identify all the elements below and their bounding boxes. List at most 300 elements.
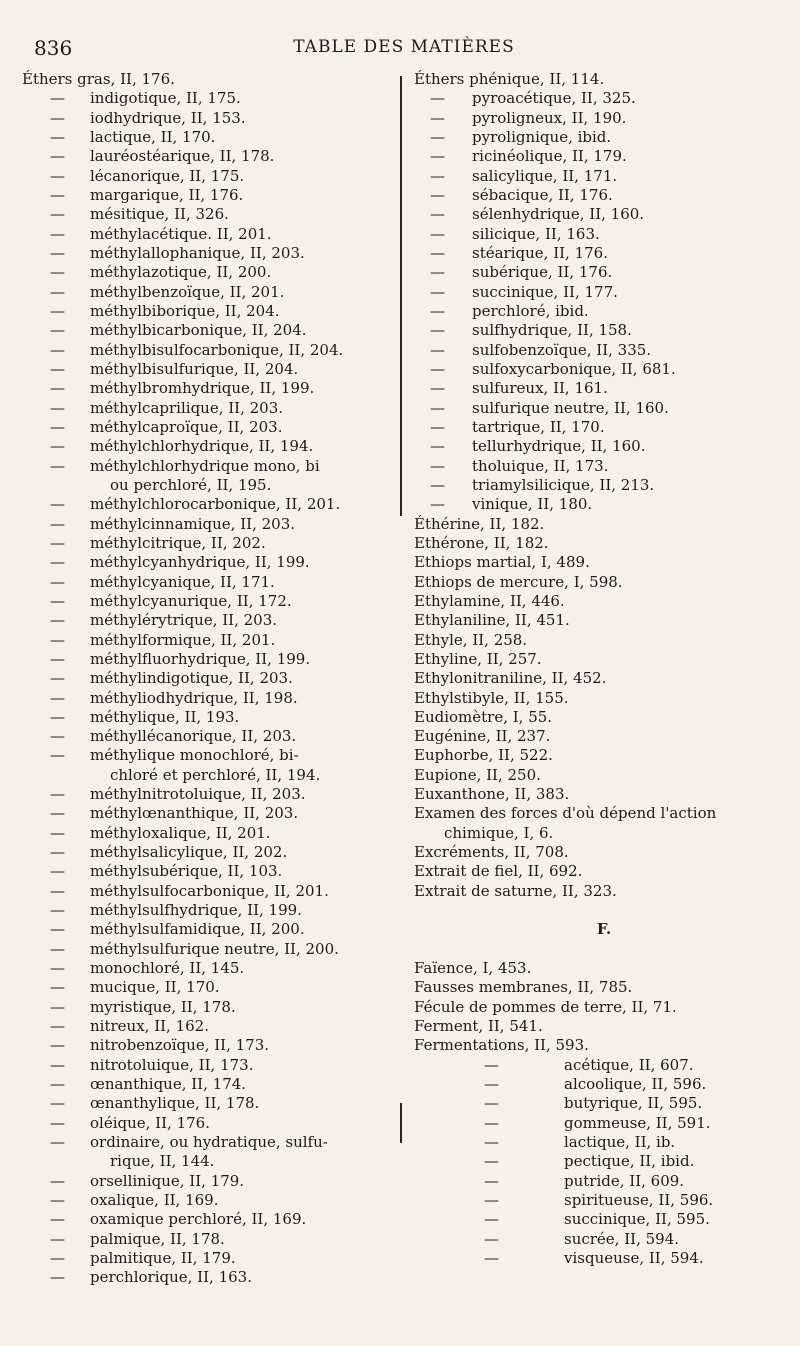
index-entry (22, 399, 392, 418)
ditto-dash: — (484, 1171, 499, 1190)
page-number: 836 (34, 36, 73, 60)
entry-text: Excréments, II, 708. (414, 843, 569, 862)
entry-text: gommeuse, II, 591. (564, 1113, 711, 1132)
entry-text: pectique, II, ibid. (564, 1152, 695, 1171)
entry-text: Euxanthone, II, 383. (414, 785, 570, 804)
index-entry (22, 418, 392, 437)
ditto-dash: — (430, 437, 445, 456)
entry-text: Ferment, II, 541. (414, 1017, 543, 1036)
entry-text: méthylchlorocarbonique, II, 201. (90, 495, 341, 514)
index-entry (414, 1036, 794, 1055)
ditto-dash: — (430, 89, 445, 108)
entry-text: Extrait de fiel, II, 692. (414, 862, 583, 881)
index-entry (414, 534, 794, 553)
index-entry (22, 1094, 392, 1113)
index-entry (414, 824, 794, 843)
ditto-dash: — (484, 1075, 499, 1094)
entry-text: oléique, II, 176. (90, 1113, 210, 1132)
index-entry (22, 1036, 392, 1055)
entry-text: Éthers gras, II, 176. (22, 70, 175, 88)
entry-text: méthylcaproïque, II, 203. (90, 417, 283, 436)
index-entry (22, 225, 392, 244)
ditto-dash: — (50, 1229, 65, 1248)
ditto-dash: — (50, 533, 65, 552)
entry-text: oxalique, II, 169. (90, 1191, 219, 1210)
ditto-dash: — (50, 379, 65, 398)
ditto-dash: — (50, 147, 65, 166)
entry-text: butyrique, II, 595. (564, 1094, 703, 1113)
index-entry (22, 727, 392, 746)
entry-text: iodhydrique, II, 153. (90, 108, 246, 127)
index-entry (414, 1114, 794, 1133)
ditto-dash: — (50, 1133, 65, 1152)
section-letter: F. (596, 920, 612, 939)
index-entry (22, 746, 392, 765)
ditto-dash: — (50, 920, 65, 939)
ditto-dash: — (484, 1133, 499, 1152)
index-entry (414, 515, 794, 534)
index-entry (414, 495, 794, 514)
index-entry (414, 940, 794, 959)
index-entry (414, 998, 794, 1017)
index-entry (22, 978, 392, 997)
index-entry (414, 708, 794, 727)
ditto-dash: — (50, 727, 65, 746)
entry-text: méthylsubérique, II, 103. (90, 862, 283, 881)
entry-text: sulfobenzoïque, II, 335. (472, 340, 652, 359)
entry-text: chloré et perchloré, II, 194. (110, 765, 321, 784)
entry-text: Ethylamine, II, 446. (414, 591, 565, 610)
ditto-dash: — (430, 166, 445, 185)
entry-text: méthylnitrotoluique, II, 203. (90, 785, 306, 804)
index-entry (414, 611, 794, 630)
index-entry (414, 1210, 794, 1229)
index-entry (414, 1152, 794, 1171)
entry-text: méthylcinnamique, II, 203. (90, 514, 296, 533)
index-entry (414, 379, 794, 398)
index-entry (22, 283, 392, 302)
entry-text: tholuique, II, 173. (472, 456, 609, 475)
entry-text: lauréostéarique, II, 178. (90, 147, 275, 166)
ditto-dash: — (484, 1191, 499, 1210)
entry-text: tellurhydrique, II, 160. (472, 437, 646, 456)
entry-text: pyroacétique, II, 325. (472, 89, 636, 108)
index-entry (414, 399, 794, 418)
index-entry (414, 89, 794, 108)
entry-text: méthylsulfamidique, II, 200. (90, 920, 305, 939)
ditto-dash: — (50, 456, 65, 475)
entry-text: succinique, II, 595. (564, 1210, 710, 1229)
index-entry (22, 611, 392, 630)
index-column-right (414, 70, 794, 1268)
entry-text: orsellinique, II, 179. (90, 1171, 245, 1190)
entry-text: ordinaire, ou hydratique, sulfu- (90, 1133, 328, 1152)
index-entry (22, 457, 392, 476)
index-entry (414, 1133, 794, 1152)
index-entry (414, 785, 794, 804)
index-entry (414, 283, 794, 302)
ditto-dash: — (50, 359, 65, 378)
ditto-dash: — (430, 243, 445, 262)
column-divider (400, 76, 402, 516)
ditto-dash: — (430, 205, 445, 224)
entry-text: méthylbisulfurique, II, 204. (90, 359, 299, 378)
index-entry (22, 244, 392, 263)
entry-text: méthylbicarbonique, II, 204. (90, 321, 307, 340)
index-entry (414, 437, 794, 456)
index-entry (414, 167, 794, 186)
entry-text: pyrolignique, ibid. (472, 127, 612, 146)
ditto-dash: — (50, 514, 65, 533)
index-entry (22, 940, 392, 959)
index-entry (414, 1191, 794, 1210)
index-entry (414, 689, 794, 708)
index-entry (414, 302, 794, 321)
ditto-dash: — (484, 1249, 499, 1268)
entry-text: méthylindigotique, II, 203. (90, 669, 293, 688)
entry-text: Ethylonitraniline, II, 452. (414, 669, 607, 688)
index-entry (22, 1114, 392, 1133)
index-entry (414, 804, 794, 823)
ditto-dash: — (50, 321, 65, 340)
index-entry (22, 804, 392, 823)
ditto-dash: — (50, 437, 65, 456)
index-entry (22, 1191, 392, 1210)
entry-text: Fécule de pommes de terre, II, 71. (414, 997, 677, 1016)
ditto-dash: — (430, 359, 445, 378)
entry-text: nitreux, II, 162. (90, 1017, 209, 1036)
index-entry (414, 457, 794, 476)
index-column-left (22, 70, 392, 1288)
entry-text: méthylazotique, II, 200. (90, 263, 272, 282)
entry-text: oxamique perchloré, II, 169. (90, 1210, 307, 1229)
index-entry (414, 553, 794, 572)
index-entry (22, 186, 392, 205)
ditto-dash: — (50, 997, 65, 1016)
index-entry (414, 476, 794, 495)
index-entry (414, 573, 794, 592)
ditto-dash: — (430, 321, 445, 340)
entry-text: sulfureux, II, 161. (472, 379, 608, 398)
entry-text: sulfurique neutre, II, 160. (472, 398, 669, 417)
ditto-dash: — (50, 746, 65, 765)
entry-text: méthylchlorhydrique, II, 194. (90, 437, 314, 456)
column-divider-lower (400, 1103, 402, 1143)
index-entry (414, 1075, 794, 1094)
ditto-dash: — (50, 785, 65, 804)
index-entry (22, 1230, 392, 1249)
entry-text: méthylbiborique, II, 204. (90, 301, 280, 320)
entry-text: spiritueuse, II, 596. (564, 1191, 714, 1210)
ditto-dash: — (50, 901, 65, 920)
entry-text: lactique, II, 170. (90, 127, 216, 146)
ditto-dash: — (50, 301, 65, 320)
ditto-dash: — (50, 1036, 65, 1055)
index-entry (22, 437, 392, 456)
index-entry (22, 263, 392, 282)
index-entry (22, 1017, 392, 1036)
index-entry (414, 109, 794, 128)
entry-text: méthylsulfocarbonique, II, 201. (90, 881, 329, 900)
index-entry (22, 1268, 392, 1287)
ditto-dash: — (430, 340, 445, 359)
entry-text: palmique, II, 178. (90, 1229, 225, 1248)
ditto-dash: — (50, 495, 65, 514)
index-entry (414, 1249, 794, 1268)
ditto-dash: — (430, 224, 445, 243)
entry-text: chimique, I, 6. (444, 823, 554, 842)
entry-text: méthylcyanurique, II, 172. (90, 591, 292, 610)
index-entry (22, 650, 392, 669)
entry-text: sucrée, II, 594. (564, 1229, 680, 1248)
ditto-dash: — (50, 166, 65, 185)
entry-text: sélenhydrique, II, 160. (472, 205, 645, 224)
entry-text: succinique, II, 177. (472, 282, 618, 301)
entry-text: Eudiomètre, I, 55. (414, 707, 553, 726)
index-entry (22, 495, 392, 514)
ditto-dash: — (430, 398, 445, 417)
index-entry (22, 920, 392, 939)
ditto-dash: — (50, 1094, 65, 1113)
entry-text: Ethyline, II, 257. (414, 649, 542, 668)
entry-text: sulfhydrique, II, 158. (472, 321, 632, 340)
index-entry (22, 534, 392, 553)
index-entry (414, 321, 794, 340)
entry-text: visqueuse, II, 594. (564, 1249, 704, 1268)
ditto-dash: — (50, 804, 65, 823)
entry-text: salicylique, II, 171. (472, 166, 618, 185)
entry-text: Extrait de saturne, II, 323. (414, 881, 617, 900)
ditto-dash: — (50, 881, 65, 900)
entry-text: Éthérine, II, 182. (414, 514, 545, 533)
entry-text: méthylcaprilique, II, 203. (90, 398, 284, 417)
index-entry (414, 205, 794, 224)
entry-text: stéarique, II, 176. (472, 243, 608, 262)
index-entry (414, 147, 794, 166)
ditto-dash: — (50, 417, 65, 436)
entry-text: œnanthique, II, 174. (90, 1075, 247, 1094)
entry-text: méthylsulfurique neutre, II, 200. (90, 939, 339, 958)
index-entry (414, 669, 794, 688)
entry-text: méthyloxalique, II, 201. (90, 823, 271, 842)
index-entry (22, 901, 392, 920)
entry-text: mucique, II, 170. (90, 978, 220, 997)
index-entry (414, 1230, 794, 1249)
index-entry (414, 263, 794, 282)
index-entry (414, 70, 794, 89)
index-entry (22, 862, 392, 881)
page-header (34, 36, 774, 62)
entry-text: Éthers phénique, II, 114. (414, 70, 605, 88)
entry-text: méthylérytrique, II, 203. (90, 611, 278, 630)
entry-text: méthylallophanique, II, 203. (90, 243, 305, 262)
index-entry (22, 205, 392, 224)
index-entry (22, 147, 392, 166)
entry-text: méthylœnanthique, II, 203. (90, 804, 299, 823)
index-entry (414, 901, 794, 920)
entry-text: méthylcyanhydrique, II, 199. (90, 553, 310, 572)
entry-text: vinique, II, 180. (472, 495, 593, 514)
index-entry (414, 418, 794, 437)
index-entry (22, 321, 392, 340)
ditto-dash: — (50, 398, 65, 417)
ditto-dash: — (430, 379, 445, 398)
ditto-dash: — (50, 591, 65, 610)
entry-text: perchlorique, II, 163. (90, 1268, 252, 1287)
entry-text: Ethylaniline, II, 451. (414, 611, 570, 630)
ditto-dash: — (50, 1249, 65, 1268)
index-entry (414, 727, 794, 746)
index-entry (414, 1172, 794, 1191)
entry-text: méthylbenzoïque, II, 201. (90, 282, 285, 301)
index-entry (22, 1210, 392, 1229)
entry-text: Eugénine, II, 237. (414, 727, 551, 746)
entry-text: Examen des forces d'où dépend l'action (414, 804, 717, 823)
ditto-dash: — (50, 1017, 65, 1036)
entry-text: lactique, II, ib. (564, 1133, 676, 1152)
ditto-dash: — (430, 108, 445, 127)
entry-text: Ethérone, II, 182. (414, 533, 549, 552)
entry-text: méthylsulfhydrique, II, 199. (90, 901, 302, 920)
ditto-dash: — (50, 823, 65, 842)
index-entry (414, 1094, 794, 1113)
index-entry (22, 573, 392, 592)
ditto-dash: — (484, 1055, 499, 1074)
running-title: TABLE DES MATIÈRES (293, 37, 515, 57)
index-entry (22, 1249, 392, 1268)
index-entry (414, 959, 794, 978)
index-entry (22, 592, 392, 611)
entry-text: nitrotoluique, II, 173. (90, 1055, 254, 1074)
ditto-dash: — (50, 224, 65, 243)
index-entry (22, 843, 392, 862)
ditto-dash: — (50, 1113, 65, 1132)
index-entry (22, 998, 392, 1017)
index-entry (414, 1017, 794, 1036)
entry-text: Ethylstibyle, II, 155. (414, 688, 569, 707)
index-entry (22, 302, 392, 321)
index-entry (414, 650, 794, 669)
index-entry (22, 1172, 392, 1191)
ditto-dash: — (430, 127, 445, 146)
ditto-dash: — (50, 89, 65, 108)
index-entry (22, 708, 392, 727)
entry-text: alcoolique, II, 596. (564, 1075, 707, 1094)
index-entry (22, 631, 392, 650)
index-entry (414, 882, 794, 901)
ditto-dash: — (50, 553, 65, 572)
entry-text: palmitique, II, 179. (90, 1249, 236, 1268)
index-entry (22, 1056, 392, 1075)
ditto-dash: — (430, 147, 445, 166)
ditto-dash: — (50, 108, 65, 127)
entry-text: margarique, II, 176. (90, 185, 244, 204)
entry-text: méthyllécanorique, II, 203. (90, 727, 297, 746)
entry-text: triamylsilicique, II, 213. (472, 475, 655, 494)
entry-text: tartrique, II, 170. (472, 417, 605, 436)
ditto-dash: — (484, 1113, 499, 1132)
ditto-dash: — (50, 688, 65, 707)
entry-text: pyroligneux, II, 190. (472, 108, 627, 127)
index-entry (22, 1075, 392, 1094)
entry-text: Fausses membranes, II, 785. (414, 978, 633, 997)
entry-text: œnanthylique, II, 178. (90, 1094, 260, 1113)
ditto-dash: — (50, 263, 65, 282)
entry-text: méthyliodhydrique, II, 198. (90, 688, 298, 707)
ditto-dash: — (50, 630, 65, 649)
entry-text: sébacique, II, 176. (472, 185, 613, 204)
index-entry (22, 70, 392, 89)
index-entry (22, 882, 392, 901)
ditto-dash: — (50, 1268, 65, 1287)
ditto-dash: — (484, 1210, 499, 1229)
entry-text: méthylique, II, 193. (90, 707, 240, 726)
entry-text: monochloré, II, 145. (90, 959, 245, 978)
entry-text: rique, II, 144. (110, 1152, 215, 1171)
index-entry (22, 766, 392, 785)
index-entry (22, 360, 392, 379)
index-entry (22, 689, 392, 708)
index-entry (22, 785, 392, 804)
index-entry (414, 631, 794, 650)
index-entry (414, 746, 794, 765)
index-entry (22, 89, 392, 108)
ditto-dash: — (50, 959, 65, 978)
ditto-dash: — (50, 243, 65, 262)
index-entry (414, 128, 794, 147)
ditto-dash: — (50, 127, 65, 146)
index-entry (22, 1133, 392, 1152)
ditto-dash: — (50, 1191, 65, 1210)
entry-text: Fermentations, II, 593. (414, 1036, 589, 1055)
ditto-dash: — (50, 340, 65, 359)
entry-text: Euphorbe, II, 522. (414, 746, 553, 765)
entry-text: ou perchloré, II, 195. (110, 475, 272, 494)
index-entry (22, 1152, 392, 1171)
entry-text: mésitique, II, 326. (90, 205, 229, 224)
entry-text: méthylique monochloré, bi- (90, 746, 299, 765)
entry-text: méthylsalicylique, II, 202. (90, 843, 288, 862)
entry-text: lécanorique, II, 175. (90, 166, 245, 185)
ditto-dash: — (50, 205, 65, 224)
ditto-dash: — (430, 417, 445, 436)
index-entry (22, 553, 392, 572)
index-entry (414, 1056, 794, 1075)
index-entry (22, 167, 392, 186)
ditto-dash: — (430, 301, 445, 320)
entry-text: myristique, II, 178. (90, 997, 236, 1016)
ditto-dash: — (50, 1171, 65, 1190)
index-entry (414, 225, 794, 244)
ditto-dash: — (430, 185, 445, 204)
ditto-dash: — (484, 1152, 499, 1171)
index-entry (22, 341, 392, 360)
entry-text: Ethiops de mercure, I, 598. (414, 572, 623, 591)
entry-text: silicique, II, 163. (472, 224, 600, 243)
index-entry (22, 109, 392, 128)
ditto-dash: — (50, 1210, 65, 1229)
ditto-dash: — (50, 939, 65, 958)
ditto-dash: — (430, 495, 445, 514)
ditto-dash: — (50, 669, 65, 688)
ditto-dash: — (50, 649, 65, 668)
ditto-dash: — (430, 263, 445, 282)
index-entry (22, 824, 392, 843)
ditto-dash: — (484, 1229, 499, 1248)
entry-text: méthylcyanique, II, 171. (90, 572, 275, 591)
index-entry (22, 669, 392, 688)
entry-text: méthylformique, II, 201. (90, 630, 276, 649)
